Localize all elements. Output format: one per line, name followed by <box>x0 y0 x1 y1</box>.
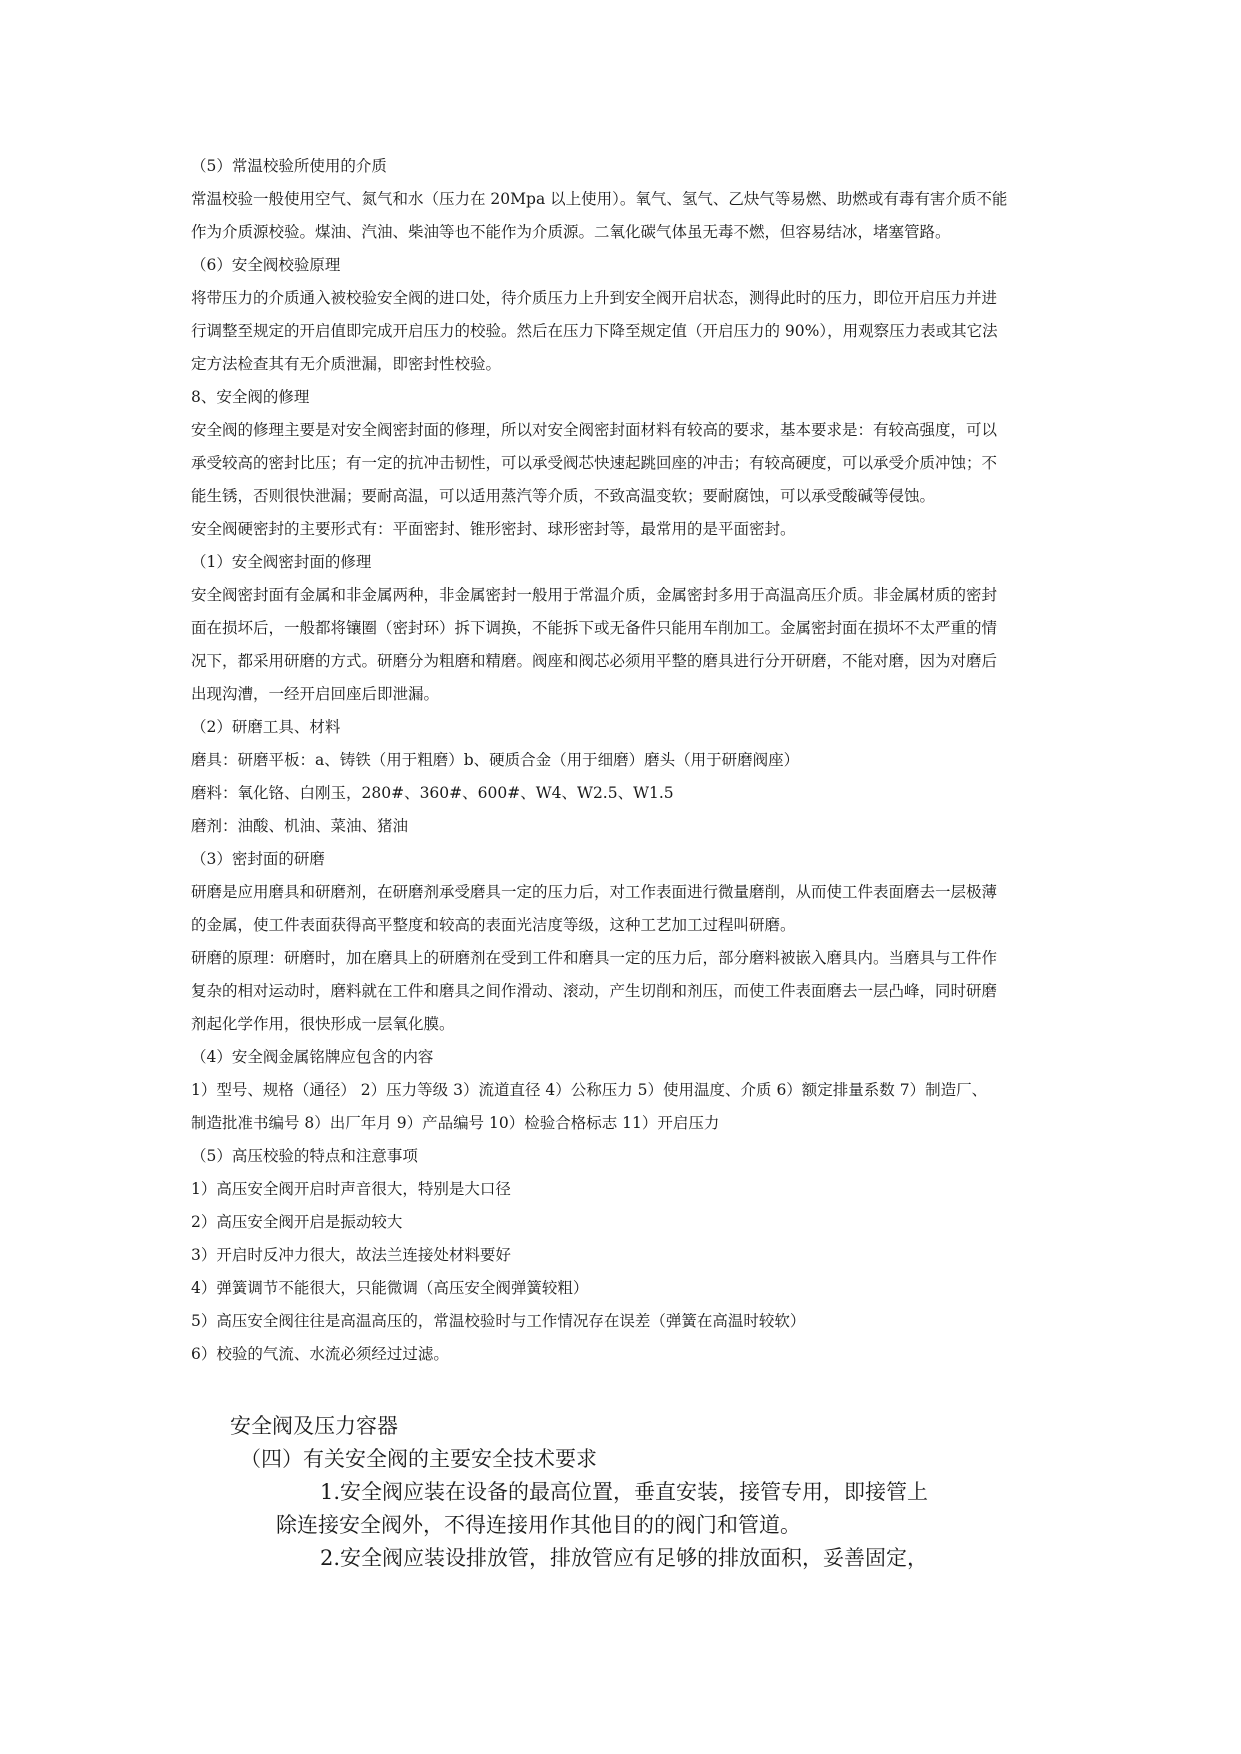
list-item: 5）高压安全阀往往是高温高压的，常温校验时与工作情况存在误差（弹簧在高温时较软） <box>191 1312 806 1330</box>
bottom-section <box>230 1410 1030 1575</box>
heading-2: （2）研磨工具、材料 <box>191 718 341 736</box>
paragraph-line: 面在损坏后，一般都将镶圈（密封环）拆下调换，不能拆下或无备件只能用车削加工。金属密封面在损坏不太严重的情 <box>191 619 998 637</box>
paragraph-line: 安全阀硬密封的主要形式有：平面密封、锥形密封、球形密封等，最常用的是平面密封。 <box>191 520 796 538</box>
heading-4: （4）安全阀金属铭牌应包含的内容 <box>191 1048 434 1066</box>
paragraph-line: 复杂的相对运动时，磨料就在工件和磨具之间作滑动、滚动，产生切削和剂压，而使工件表面磨去一层凸峰，同时研磨 <box>191 982 998 1000</box>
paragraph-line: 作为介质源校验。煤油、汽油、柴油等也不能作为介质源。二氧化碳气体虽无毒不燃，但容易结冰，堵塞管路。 <box>191 223 951 241</box>
paragraph-line: 1）型号、规格（通径） 2）压力等级 3）流道直径 4）公称压力 5）使用温度、介质 6）额定排量系数 7）制造厂、 <box>191 1081 988 1099</box>
paragraph-line: 定方法检查其有无介质泄漏，即密封性校验。 <box>191 355 502 373</box>
paragraph-line: 行调整至规定的开启值即完成开启压力的校验。然后在压力下降至规定值（开启压力的 90%），用观察压力表或其它法 <box>191 322 998 340</box>
heading-5: （5）常温校验所使用的介质 <box>191 157 387 175</box>
list-item: 6）校验的气流、水流必须经过过滤。 <box>191 1345 449 1363</box>
requirement-1-line-2: 除连接安全阀外，不得连接用作其他目的的阀门和管道。 <box>276 1513 801 1537</box>
paragraph-line: 安全阀密封面有金属和非金属两种，非金属密封一般用于常温介质，金属密封多用于高温高压介质。非金属材质的密封 <box>191 586 998 604</box>
list-item: 1）高压安全阀开启时声音很大，特别是大口径 <box>191 1180 511 1198</box>
section-heading-8: 8、安全阀的修理 <box>191 388 310 406</box>
paragraph-line: 况下，都采用研磨的方式。研磨分为粗磨和精磨。阀座和阀芯必须用平整的磨具进行分开研磨，不能对磨，因为对磨后 <box>191 652 998 670</box>
heading-1: （1）安全阀密封面的修理 <box>191 553 372 571</box>
list-item: 3）开启时反冲力很大，故法兰连接处材料要好 <box>191 1246 511 1264</box>
list-item: 4）弹簧调节不能很大，只能微调（高压安全阀弹簧较粗） <box>191 1279 589 1297</box>
paragraph-line: 常温校验一般使用空气、氮气和水（压力在 20Mpa 以上使用）。氧气、氢气、乙炔气等易燃、助燃或有毒有害介质不能 <box>191 190 1008 208</box>
paragraph-line: 剂起化学作用，很快形成一层氧化膜。 <box>191 1015 455 1033</box>
document-body <box>191 150 1061 1371</box>
paragraph-line: 将带压力的介质通入被校验安全阀的进口处，待介质压力上升到安全阀开启状态，测得此时的压力，即位开启压力并进 <box>191 289 998 307</box>
paragraph-line: 磨料：氧化铬、白刚玉，280#、360#、600#、W4、W2.5、W1.5 <box>191 784 674 802</box>
heading-5b: （5）高压校验的特点和注意事项 <box>191 1147 418 1165</box>
requirement-2-line-1: 2.安全阀应装设排放管，排放管应有足够的排放面积，妥善固定， <box>320 1546 929 1570</box>
paragraph-line: 承受较高的密封比压；有一定的抗冲击韧性，可以承受阀芯快速起跳回座的冲击；有较高硬度，可以承受介质冲蚀；不 <box>191 454 998 472</box>
bottom-subtitle: （四）有关安全阀的主要安全技术要求 <box>240 1447 597 1471</box>
paragraph-line: 出现沟漕，一经开启回座后即泄漏。 <box>191 685 440 703</box>
heading-6: （6）安全阀校验原理 <box>191 256 341 274</box>
heading-3: （3）密封面的研磨 <box>191 850 325 868</box>
paragraph-line: 磨具：研磨平板：a、铸铁（用于粗磨）b、硬质合金（用于细磨）磨头（用于研磨阀座） <box>191 751 800 769</box>
paragraph-line: 研磨是应用磨具和研磨剂，在研磨剂承受磨具一定的压力后，对工作表面进行微量磨削，从而使工件表面磨去一层极薄 <box>191 883 998 901</box>
paragraph-line: 研磨的原理：研磨时，加在磨具上的研磨剂在受到工件和磨具一定的压力后，部分磨料被嵌入磨具内。当磨具与工件作 <box>191 949 998 967</box>
paragraph-line: 能生锈，否则很快泄漏；要耐高温，可以适用蒸汽等介质，不致高温变软；要耐腐蚀，可以承受酸碱等侵蚀。 <box>191 487 936 505</box>
bottom-title: 安全阀及压力容器 <box>230 1414 398 1438</box>
paragraph-line: 制造批准书编号 8）出厂年月 9）产品编号 10）检验合格标志 11）开启压力 <box>191 1114 720 1132</box>
paragraph-line: 磨剂：油酸、机油、菜油、猪油 <box>191 817 409 835</box>
paragraph-line: 的金属，使工件表面获得高平整度和较高的表面光洁度等级，这种工艺加工过程叫研磨。 <box>191 916 796 934</box>
paragraph-line: 安全阀的修理主要是对安全阀密封面的修理，所以对安全阀密封面材料有较高的要求，基本要求是：有较高强度，可以 <box>191 421 998 439</box>
list-item: 2）高压安全阀开启是振动较大 <box>191 1213 403 1231</box>
requirement-1-line-1: 1.安全阀应装在设备的最高位置，垂直安装，接管专用，即接管上 <box>320 1480 929 1504</box>
